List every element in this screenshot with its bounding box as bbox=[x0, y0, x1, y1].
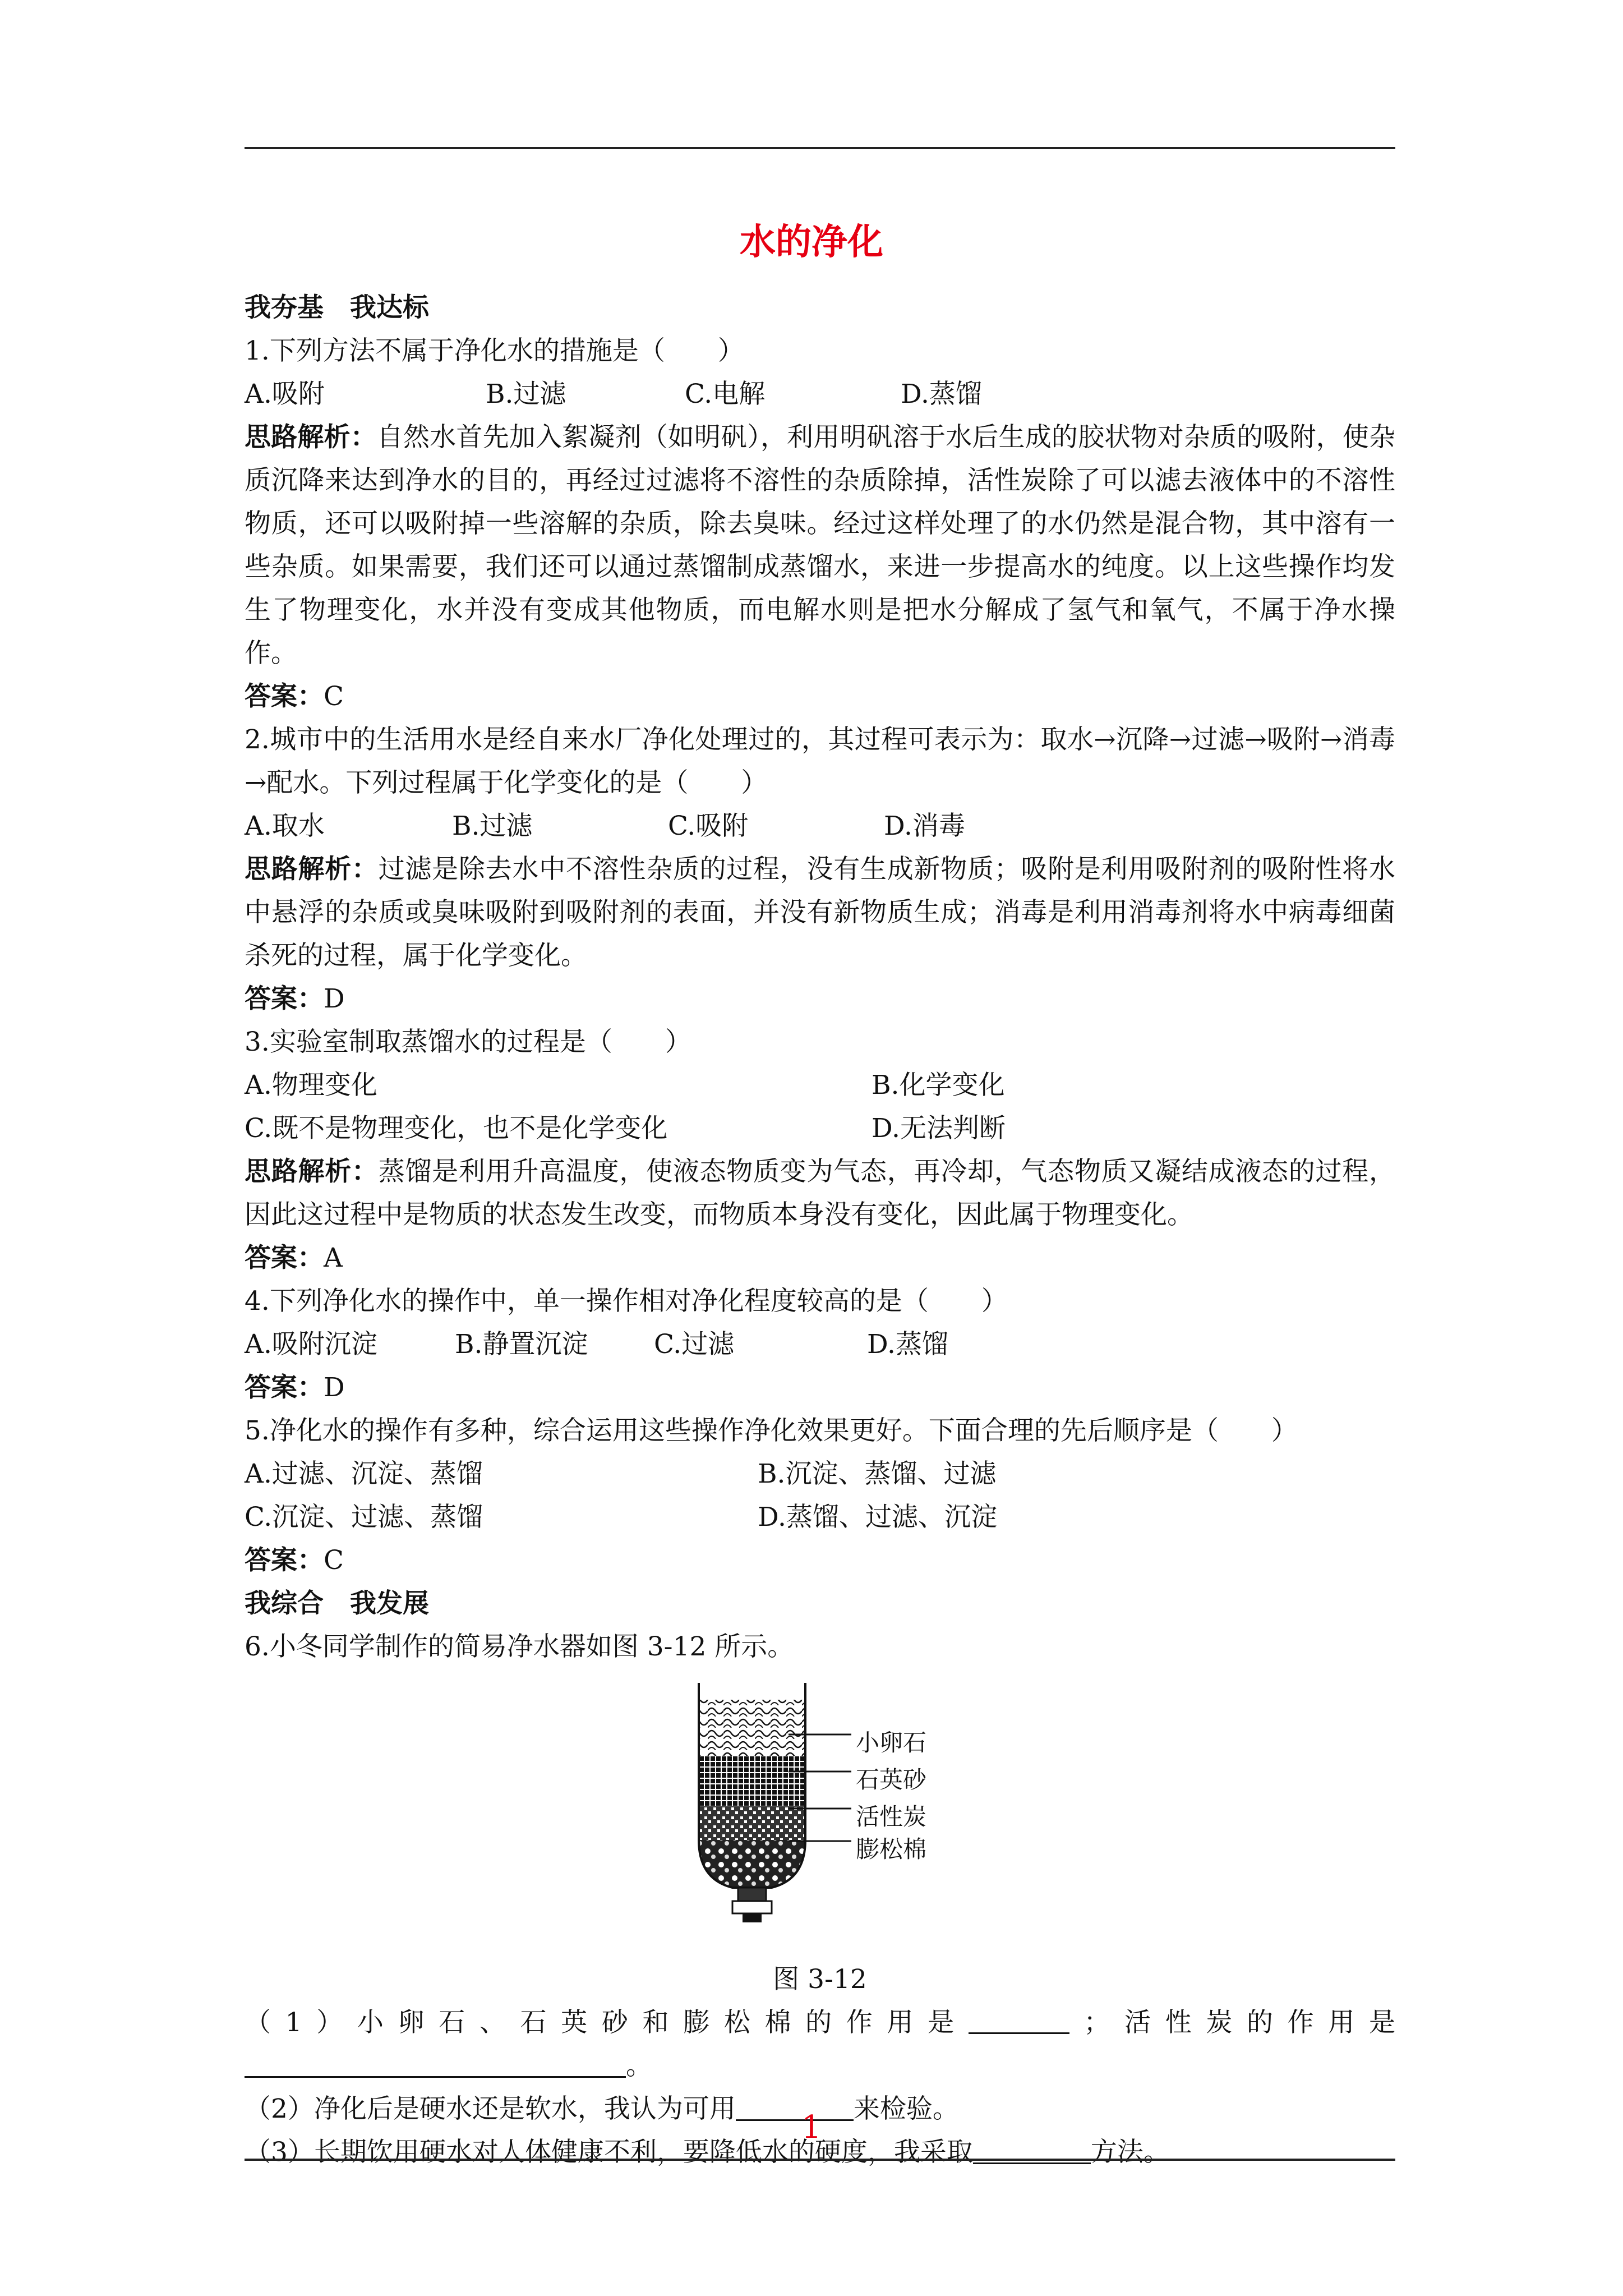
char: （ bbox=[245, 2007, 271, 2038]
period: 。 bbox=[626, 2050, 652, 2081]
water-purifier-figure bbox=[245, 1672, 1395, 1958]
sub-3-text: （3）长期饮用硬水对人体健康不利，要降低水的硬度，我采取 bbox=[245, 2137, 973, 2168]
question-2-options bbox=[245, 804, 1395, 848]
page-title: 水的净化 bbox=[740, 221, 883, 263]
question-2-stem: 2.城市中的生活用水是经自来水厂净化处理过的，其过程可表示为：取水→沉降→过滤→吸附→消毒→配水。下列过程属于化学变化的是（ ） bbox=[245, 724, 1395, 798]
option-c: C.沉淀、过滤、蒸馏 bbox=[245, 1502, 483, 1533]
question-5-options-row-1 bbox=[245, 1452, 1395, 1496]
question-2-answer bbox=[245, 977, 1395, 1020]
analysis-label: 思路解析： bbox=[245, 854, 379, 885]
char: 小 bbox=[357, 2007, 384, 2038]
char: 石 bbox=[520, 2007, 547, 2038]
question-6-stem: 6.小冬同学制作的简易净水器如图 3-12 所示。 bbox=[245, 1631, 794, 1662]
answer-label: 答案： bbox=[245, 983, 324, 1014]
question-5-stem: 5.净化水的操作有多种，综合运用这些操作净化效果更好。下面合理的先后顺序是（ ） bbox=[245, 1415, 1298, 1446]
question-6-sub-1-cont bbox=[245, 2044, 1395, 2087]
option-a: A.吸附 bbox=[245, 379, 325, 409]
sub-2-text-end: 来检验。 bbox=[853, 2093, 959, 2124]
char: ； bbox=[1083, 2007, 1110, 2038]
sub-2-text: （2）净化后是硬水还是软水，我认为可用 bbox=[245, 2093, 736, 2124]
answer-value: C bbox=[324, 681, 344, 712]
analysis-text: 蒸馏是利用升高温度，使液态物质变为气态，再冷却，气态物质又凝结成液态的过程，因此这过程中是物质的状态发生改变，而物质本身没有变化，因此属于物理变化。 bbox=[245, 1156, 1396, 1230]
analysis-label: 思路解析： bbox=[245, 1156, 379, 1187]
char: 和 bbox=[642, 2007, 669, 2038]
char: 卵 bbox=[398, 2007, 425, 2038]
option-b: B.静置沉淀 bbox=[455, 1329, 588, 1360]
header-rule bbox=[245, 147, 1395, 149]
char: 用 bbox=[1328, 2007, 1355, 2038]
char: 、 bbox=[479, 2007, 506, 2038]
char: 是 bbox=[928, 2007, 955, 2038]
char: 性 bbox=[1165, 2007, 1192, 2038]
option-a: A.物理变化 bbox=[245, 1070, 377, 1101]
activated-carbon-layer bbox=[699, 1806, 805, 1840]
char: 作 bbox=[846, 2007, 873, 2038]
cotton-layer bbox=[699, 1840, 805, 1890]
question-4-stem: 4.下列净化水的操作中，单一操作相对净化程度较高的是（ ） bbox=[245, 1286, 1008, 1317]
footer-rule bbox=[245, 2159, 1395, 2161]
option-b: B.过滤 bbox=[486, 379, 566, 409]
answer-label: 答案： bbox=[245, 1545, 324, 1576]
char: 膨 bbox=[683, 2007, 710, 2038]
section-heading-basic: 我夯基 我达标 bbox=[245, 292, 429, 323]
answer-label: 答案： bbox=[245, 681, 324, 712]
answer-value: D bbox=[324, 1372, 345, 1403]
option-d: D.蒸馏 bbox=[901, 379, 982, 409]
char: 英 bbox=[561, 2007, 588, 2038]
answer-value: A bbox=[324, 1243, 343, 1273]
answer-label: 答案： bbox=[245, 1243, 324, 1273]
question-4-answer bbox=[245, 1366, 1395, 1409]
char: 石 bbox=[439, 2007, 465, 2038]
option-d: D.蒸馏、过滤、沉淀 bbox=[758, 1502, 997, 1533]
question-1-answer bbox=[245, 675, 1395, 718]
answer-blank[interactable] bbox=[245, 2045, 626, 2078]
question-2-analysis bbox=[245, 848, 1395, 977]
label-cotton: 膨松棉 bbox=[856, 1835, 927, 1863]
option-c: C.电解 bbox=[685, 379, 766, 409]
option-a: A.吸附沉淀 bbox=[245, 1329, 377, 1360]
answer-value: C bbox=[324, 1545, 344, 1576]
question-5-answer bbox=[245, 1539, 1395, 1582]
char: 用 bbox=[887, 2007, 914, 2038]
question-3-answer bbox=[245, 1236, 1395, 1280]
question-4-options bbox=[245, 1323, 1395, 1366]
option-a: A.取水 bbox=[245, 811, 325, 841]
label-activated-carbon: 活性炭 bbox=[856, 1803, 927, 1830]
quartz-sand-layer bbox=[699, 1756, 805, 1806]
option-c: C.既不是物理变化，也不是化学变化 bbox=[245, 1113, 668, 1144]
page-number: 1 bbox=[801, 2109, 822, 2146]
char: 砂 bbox=[601, 2007, 628, 2038]
analysis-text: 自然水首先加入絮凝剂（如明矾），利用明矾溶于水后生成的胶状物对杂质的吸附，使杂质沉降来达到净水的目的，再经过过滤将不溶性的杂质除掉，活性炭除了可以滤去液体中的不溶性物质，还可以吸附掉一些溶解的杂质，除去臭味。经过这样处理了的水仍然是混合物，其中溶有一些杂质。如果需要，我们还可以通过蒸馏制成蒸馏水，来进一步提高水的纯度。以上这些操作均发生了物理变化，水并没有变成其他物质，而电解水则是把水分解成了氢气和氧气，不属于净水操作。 bbox=[245, 422, 1396, 669]
char: 作 bbox=[1287, 2007, 1314, 2038]
char: 松 bbox=[723, 2007, 750, 2038]
sub-3-text-end: 方法。 bbox=[1090, 2137, 1170, 2168]
option-d: D.蒸馏 bbox=[867, 1329, 948, 1360]
question-3-analysis bbox=[245, 1150, 1395, 1236]
char: 的 bbox=[1247, 2007, 1273, 2038]
section-heading-advanced: 我综合 我发展 bbox=[245, 1588, 429, 1619]
answer-label: 答案： bbox=[245, 1372, 324, 1403]
document-body bbox=[245, 286, 1395, 2174]
option-b: B.化学变化 bbox=[872, 1070, 1005, 1101]
label-pebbles: 小卵石 bbox=[856, 1729, 927, 1756]
option-b: B.过滤 bbox=[452, 811, 533, 841]
option-c: C.过滤 bbox=[654, 1329, 735, 1360]
question-1-analysis bbox=[245, 416, 1395, 675]
option-d: D.消毒 bbox=[884, 811, 965, 841]
answer-value: D bbox=[324, 983, 345, 1014]
question-6-sub-1 bbox=[245, 2001, 1395, 2044]
label-quartz-sand: 石英砂 bbox=[856, 1766, 927, 1793]
analysis-label: 思路解析： bbox=[245, 422, 377, 453]
question-5-options-row-2 bbox=[245, 1496, 1395, 1539]
figure-caption: 图 3-12 bbox=[773, 1964, 867, 1995]
option-a: A.过滤、沉淀、蒸馏 bbox=[245, 1458, 483, 1489]
option-c: C.吸附 bbox=[668, 811, 749, 841]
pebble-layer bbox=[699, 1700, 805, 1756]
question-3-options-row-2 bbox=[245, 1107, 1395, 1150]
answer-blank[interactable] bbox=[969, 2001, 1069, 2034]
analysis-text: 过滤是除去水中不溶性杂质的过程，没有生成新物质；吸附是利用吸附剂的吸附性将水中悬浮的杂质或臭味吸附到吸附剂的表面，并没有新物质生成；消毒是利用消毒剂将水中病毒细菌杀死的过程，属于化学变化。 bbox=[245, 854, 1396, 971]
char: 1 bbox=[285, 2007, 302, 2038]
question-3-stem: 3.实验室制取蒸馏水的过程是（ ） bbox=[245, 1027, 691, 1057]
question-3-options-row-1 bbox=[245, 1064, 1395, 1107]
char: 是 bbox=[1368, 2007, 1395, 2038]
char: 炭 bbox=[1206, 2007, 1233, 2038]
option-b: B.沉淀、蒸馏、过滤 bbox=[758, 1458, 997, 1489]
char: 活 bbox=[1124, 2007, 1151, 2038]
option-d: D.无法判断 bbox=[872, 1113, 1006, 1144]
char: 棉 bbox=[764, 2007, 791, 2038]
question-1-stem: 1.下列方法不属于净化水的措施是（ ） bbox=[245, 335, 744, 366]
char: ） bbox=[316, 2007, 343, 2038]
char: 的 bbox=[805, 2007, 832, 2038]
question-1-options bbox=[245, 372, 1395, 416]
